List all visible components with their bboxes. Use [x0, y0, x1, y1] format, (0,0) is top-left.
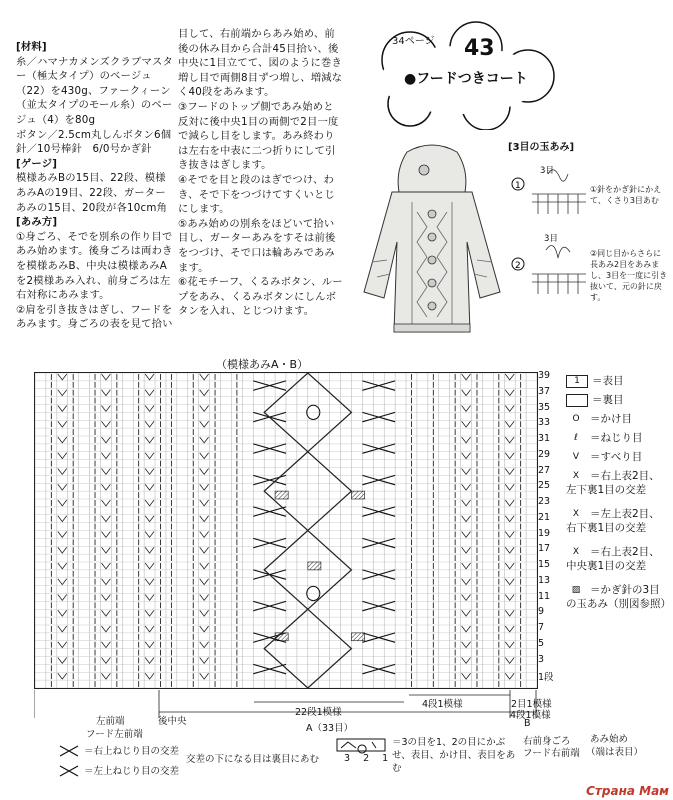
- legend-symbol-icon: ℓ: [574, 432, 578, 443]
- row-number: 13: [538, 574, 551, 586]
- row-number: 21: [538, 511, 551, 523]
- materials-column: [16, 40, 174, 332]
- start-note: （端は表目）: [586, 747, 644, 758]
- legend-item: [566, 507, 666, 535]
- cross-note: 交差の下になる目は裏目にあむ: [186, 754, 320, 765]
- svg-text:1: 1: [515, 181, 521, 191]
- bobble-box: [508, 138, 668, 313]
- legend-text: ＝表目: [592, 375, 624, 387]
- watermark: Страна Мам: [586, 784, 669, 798]
- legend-item: [566, 412, 666, 426]
- row-number: 31: [538, 433, 551, 444]
- repeat-2-label: 2目1模様: [511, 699, 552, 710]
- bobble-title: [3目の玉あみ]: [508, 142, 575, 153]
- knitting-chart: [34, 372, 538, 689]
- bobble-step2-label: 3目: [544, 234, 558, 244]
- legend-text: ＝右上表2目、左下裏1目の交差: [566, 470, 660, 496]
- pattern-title-block: [368, 20, 558, 130]
- legend-symbol-icon: X: [572, 546, 580, 557]
- right-front-label: 右前身ごろ: [523, 736, 571, 747]
- legend-symbol-icon: O: [572, 413, 580, 424]
- instructions-column: [178, 27, 343, 319]
- bobble-step1-text: ①針をかぎ針にかえて、くさり3目あむ: [590, 185, 662, 205]
- cross-right-text: ＝右上ねじり目の交差: [84, 746, 180, 757]
- chart-grid: [35, 373, 537, 688]
- row-number: 35: [538, 401, 551, 413]
- slip-sequence: 3 2 1: [344, 753, 394, 764]
- legend-symbol-icon: 1: [566, 375, 588, 388]
- section-heading: [あみ方]: [16, 216, 58, 229]
- row-number: 11: [538, 590, 551, 602]
- pattern-number: 43: [464, 36, 495, 61]
- left-front-label: 左前端: [96, 716, 125, 727]
- svg-text:2: 2: [515, 261, 521, 271]
- paragraph: 糸／ハマナカメンズクラブマスター（極太タイプ）のベージュ（22）を430g、ファークィーン（並太タイプのモール糸）のベージュ（4）を80g: [16, 55, 173, 126]
- row-number: 19: [538, 527, 551, 539]
- page-reference: 34ページ: [392, 36, 435, 47]
- row-number: 9: [538, 606, 545, 618]
- legend-item: [566, 583, 671, 611]
- legend-text: ＝左上表2目、右下裏1目の交差: [566, 508, 660, 534]
- legend-item: [566, 393, 666, 407]
- repeat-4-center-label: 4段1模様: [422, 699, 463, 710]
- cross-left-text: ＝左上ねじり目の交差: [84, 766, 180, 777]
- row-number: 3: [538, 653, 545, 665]
- start-label: あみ始め: [590, 734, 629, 745]
- legend-text: ＝裏目: [592, 394, 624, 406]
- paragraph: ⑤あみ始めの別糸をほどいて拾い目し、ガーターあみをすそは前後をつづけ、そで口は輪あみであみます。: [178, 217, 336, 274]
- row-number: 27: [538, 464, 551, 476]
- hood-right-label: フード右前端: [523, 748, 580, 759]
- section-heading: [ゲージ]: [16, 157, 58, 170]
- slip-over-icon: [336, 736, 386, 754]
- legend-symbol-icon: ▨: [571, 584, 581, 595]
- legend-item: [566, 374, 666, 388]
- width-a-label: A（33目）: [306, 723, 354, 734]
- row-number: 33: [538, 417, 551, 429]
- bobble-step1-label: 3目: [540, 166, 554, 176]
- paragraph: ①身ごろ、そでを別糸の作り目であみ始めます。後身ごろは両わきを模様あみB、中央は模様あみAを2模様あみ入れ、前身ごろは左右対称にあみます。: [16, 230, 173, 302]
- legend-symbol-icon: X: [572, 470, 580, 481]
- row-number: 7: [538, 622, 545, 633]
- hooded-coat-illustration: [352, 142, 512, 342]
- row-number: 39: [538, 370, 551, 381]
- row-number: 1段: [538, 672, 554, 684]
- chart-dimension-lines: [34, 690, 594, 720]
- legend-text: ＝かぎ針の3目の玉あみ（別図参照）: [566, 584, 671, 610]
- twist-cross-icon: [56, 742, 86, 782]
- back-center-label: 後中央: [158, 716, 187, 727]
- legend-item: [566, 450, 666, 464]
- legend-item: [566, 431, 666, 445]
- paragraph: 模様あみBの15目、22段、模様あみAの19目、22段、ガーターあみの15目、20段が各10cm角: [16, 172, 168, 214]
- legend-text: ＝かけ目: [590, 413, 632, 425]
- row-number: 17: [538, 543, 551, 555]
- repeat-22-label: 22段1模様: [295, 707, 342, 718]
- legend-symbol-icon: V: [572, 451, 580, 462]
- paragraph: ④そでを目と段のはぎでつけ、わき、そで下をつづけてすくいとじにします。: [178, 173, 336, 216]
- repeat-4-right-label: 4段1模様: [510, 710, 551, 721]
- row-number: 5: [538, 637, 545, 649]
- section-heading: [材料]: [16, 41, 47, 53]
- row-number: 23: [538, 496, 551, 507]
- paragraph: ③フードのトップ側であみ始めと反対に後中央1目の両側で2目一度で減らし目をします。あみ終わりは左右を中表に二つ折りにして引き抜きはぎします。: [178, 100, 339, 172]
- row-number: 15: [538, 559, 551, 570]
- row-number: 29: [538, 448, 551, 460]
- hood-left-label: フード左前端: [86, 729, 143, 740]
- chart-title: （模様あみA・B）: [216, 358, 309, 371]
- legend-text: ＝すべり目: [590, 451, 643, 463]
- slip-note: ＝3の目を1、2の目にかぶせ、表目、かけ目、表目をあむ: [392, 737, 516, 774]
- pattern-title: ●フードつきコート: [404, 71, 528, 87]
- legend-text: ＝右上表2目、中央裏1目の交差: [566, 546, 660, 572]
- paragraph: ②肩を引き抜きはぎし、フードをあみます。身ごろの表を見て拾い: [16, 303, 173, 331]
- row-number: 37: [538, 385, 551, 397]
- legend-text: ＝ねじり目: [590, 432, 643, 444]
- row-number: 25: [538, 480, 551, 492]
- legend-symbol-icon: X: [572, 508, 580, 519]
- legend-item: [566, 469, 666, 497]
- bobble-step2-text: ②同じ目からさらに長あみ2目をあみまし、3目を一度に引き抜いて、元の針に戻す。: [590, 249, 668, 302]
- width-b-label: B: [524, 718, 531, 729]
- paragraph: ボタン／2.5cm丸しんボタン6個: [16, 128, 172, 141]
- paragraph: 目して、右前端からあみ始め、前後の休み目から合計45目拾い、後中央に1目立てて、図のように巻き増し目で両側8目ずつ増し、増減なく40段をあみます。: [178, 28, 343, 99]
- paragraph: ⑥花モチーフ、くるみボタン、ループをあみ、くるみボタンにしんボタンを入れ、とじつけます。: [178, 276, 343, 318]
- paragraph: 針／10号棒針 6/0号かぎ針: [16, 143, 152, 156]
- legend-symbol-icon: [566, 394, 588, 407]
- legend-item: [566, 545, 666, 573]
